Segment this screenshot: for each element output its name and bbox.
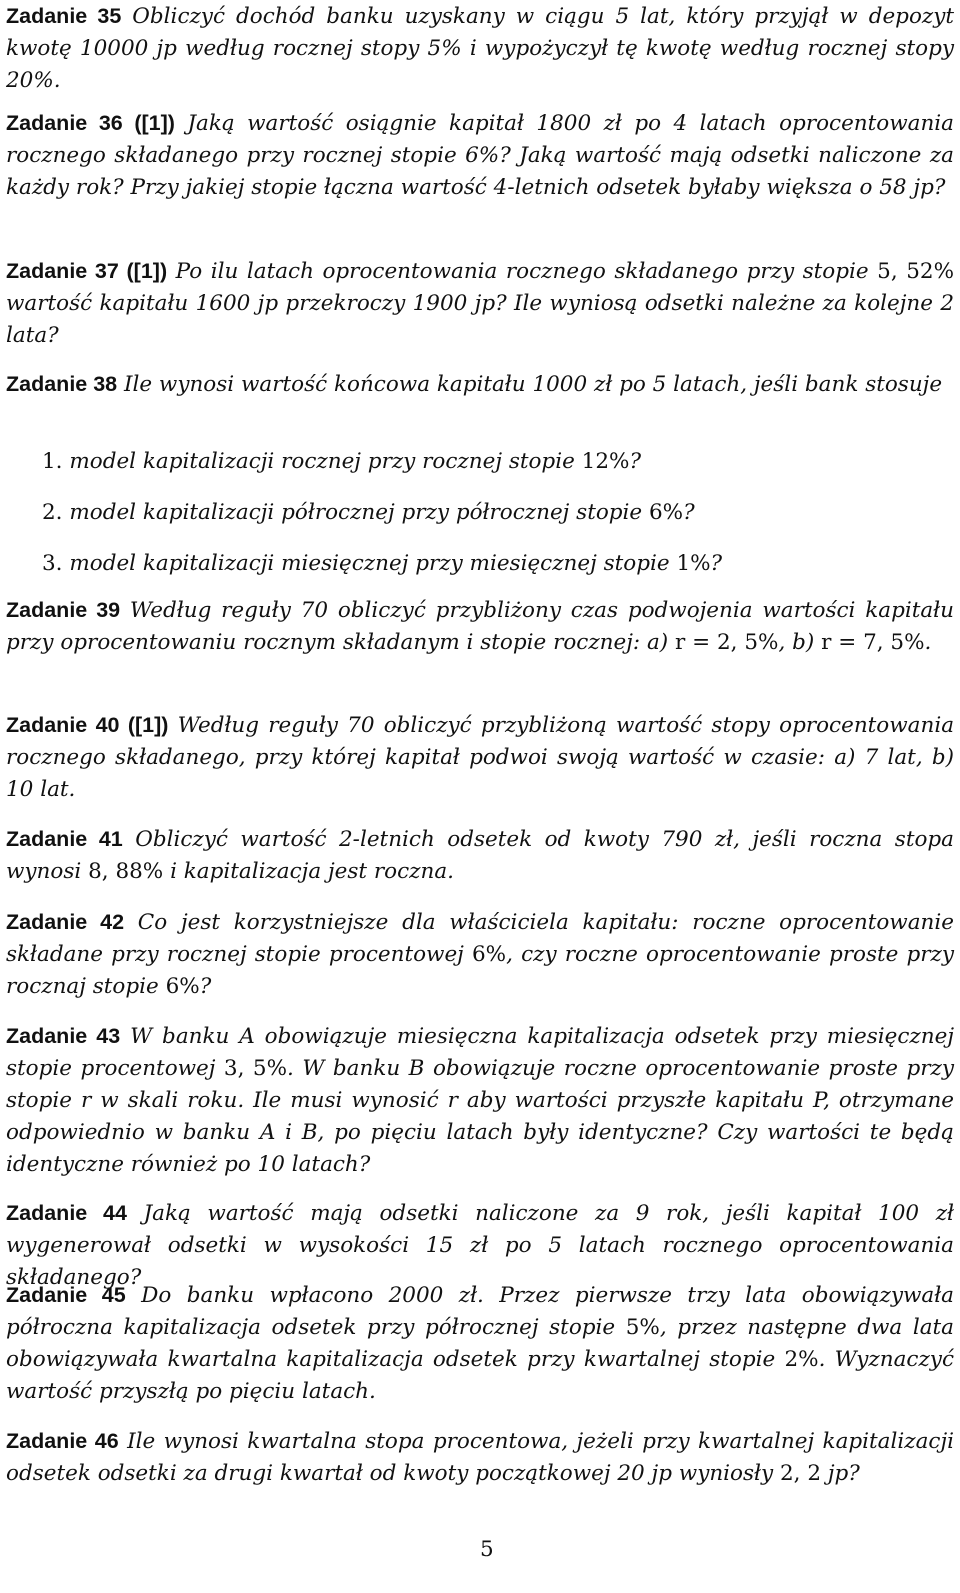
- task-math: r = 2, 5%: [675, 630, 779, 655]
- task-36: [6, 107, 954, 204]
- page-number: 5: [480, 1537, 494, 1562]
- list-number: 2.: [42, 500, 63, 525]
- task-math: 8, 88%: [88, 859, 164, 884]
- task-math: 5%: [625, 1315, 660, 1340]
- task-heading: Zadanie 43: [6, 1024, 121, 1048]
- task-heading: Zadanie 46: [6, 1429, 119, 1453]
- task-heading: Zadanie 37 ([1]): [6, 259, 168, 283]
- task-40: [6, 709, 954, 806]
- task-math: 6%: [472, 942, 507, 967]
- task-math: 3, 5%: [223, 1056, 288, 1081]
- task-42: [6, 906, 954, 1003]
- task-text: wartość kapitału 1600 jp przekroczy 1900 jp? Ile wyniosą odsetki należne za kolejne 2 lata?: [6, 291, 954, 348]
- task-text: Ile wynosi kwartalna stopa procentowa, jeżeli przy kwartalnej kapitalizacji odsetek odsetki za drugi kwartał od kwoty początkowej 20 jp wyniosły: [6, 1429, 954, 1486]
- list-text: ?: [629, 449, 641, 474]
- task-text: , czy roczne oprocentowanie proste przy rocznaj stopie: [6, 942, 955, 999]
- task-text: Jaką wartość mają odsetki naliczone za 9 rok, jeśli kapitał 100 zł wygenerował odsetki w wysokości 15 zł po 5 latach rocznego oprocentowania składanego?: [6, 1201, 954, 1290]
- task-text: Ile wynosi wartość końcowa kapitału 1000 zł po 5 latach, jeśli bank stosuje: [123, 372, 943, 397]
- list-text: model kapitalizacji półrocznej przy półrocznej stopie: [69, 500, 649, 525]
- list-text: model kapitalizacji rocznej przy rocznej stopie: [69, 449, 582, 474]
- task-text: . W banku B obowiązuje roczne oprocentowanie proste przy stopie r w skali roku. Ile musi wynosić r aby wartości przyszłe kapitału: [6, 1056, 955, 1113]
- task-math: 6%: [165, 974, 200, 999]
- task-math: P: [812, 1088, 824, 1113]
- task-heading: Zadanie 42: [6, 910, 125, 934]
- task-heading: Zadanie 39: [6, 598, 121, 622]
- task-heading: Zadanie 38: [6, 372, 118, 396]
- task-text: , przez następne dwa lata obowiązywała kwartalna kapitalizacja odsetek przy kwartalnej stopie: [6, 1315, 954, 1372]
- list-number: 3.: [42, 551, 63, 576]
- list-item: [42, 497, 942, 529]
- list-math: 1%: [676, 551, 711, 576]
- task-text: . Wyznaczyć wartość przyszłą po pięciu latach.: [6, 1347, 954, 1404]
- task-text: Co jest korzystniejsze dla właściciela kapitału: roczne oprocentowanie składane przy rocznej stopie procentowej: [6, 910, 954, 967]
- task-text: ?: [199, 974, 212, 999]
- task-text: i kapitalizacja jest roczna.: [163, 859, 454, 884]
- task-heading: Zadanie 41: [6, 827, 123, 851]
- list-math: 12%: [581, 449, 630, 474]
- task-text: .: [924, 630, 932, 655]
- task-text: Obliczyć wartość 2-letnich odsetek od kwoty 790 zł, jeśli roczna stopa wynosi: [6, 827, 954, 884]
- task-46: [6, 1425, 954, 1490]
- task-43: [6, 1020, 954, 1181]
- task-heading: Zadanie 45: [6, 1283, 126, 1307]
- task-heading: Zadanie 36 ([1]): [6, 111, 175, 135]
- task-text: , b): [778, 630, 822, 655]
- task-heading: Zadanie 35: [6, 4, 122, 28]
- task-35: [6, 0, 954, 97]
- list-text: ?: [710, 551, 723, 576]
- task-37: [6, 255, 954, 352]
- task-math: 5, 52%: [877, 259, 954, 284]
- list-item: [42, 446, 942, 478]
- task-text: , otrzymane odpowiednio w banku A i B, po pięciu latach były identyczne? Czy wartości te będą identyczne również po 10 latach?: [6, 1088, 955, 1177]
- task-math: 2, 2: [780, 1461, 822, 1486]
- task-heading: Zadanie 40 ([1]): [6, 713, 169, 737]
- task-41: [6, 823, 954, 888]
- task-38: [6, 368, 954, 401]
- task-text: Obliczyć dochód banku uzyskany w ciągu 5 lat, który przyjął w depozyt kwotę 10000 jp według rocznej stopy 5% i wypożyczył tę kwotę według rocznej stopy 20%.: [6, 4, 954, 93]
- task-math: r = 7, 5%: [821, 630, 925, 655]
- list-text: model kapitalizacji miesięcznej przy miesięcznej stopie: [69, 551, 677, 576]
- task-heading: Zadanie 44: [6, 1201, 127, 1225]
- list-number: 1.: [42, 449, 63, 474]
- task-text: jp?: [821, 1461, 860, 1486]
- task-text: W banku A obowiązuje miesięczna kapitalizacja odsetek przy miesięcznej stopie procentowej: [6, 1024, 954, 1081]
- task-text: Jaką wartość osiągnie kapitał 1800 zł po 4 latach oprocentowania rocznego składanego przy rocznej stopie 6%? Jaką wartość mają odsetki naliczone za każdy rok? Przy jakiej stopie łączna wartość 4-letnich odsetek byłaby większa o 58 jp?: [6, 111, 954, 200]
- task-text: Według reguły 70 obliczyć przybliżoną wartość stopy oprocentowania rocznego składanego, przy której kapitał podwoi swoją wartość w czasie: a) 7 lat, b) 10 lat.: [6, 713, 955, 802]
- list-math: 6%: [649, 500, 684, 525]
- list-item: [42, 548, 942, 580]
- task-text: Do banku wpłacono 2000 zł. Przez pierwsze trzy lata obowiązywała półroczna kapitalizacja odsetek przy półrocznej stopie: [6, 1283, 954, 1340]
- task-45: [6, 1279, 954, 1408]
- task-math: 2%: [784, 1347, 819, 1372]
- task-39: [6, 594, 954, 659]
- task-text: Według reguły 70 obliczyć przybliżony czas podwojenia wartości kapitału przy oprocentowaniu rocznym składanym i stopie rocznej: a): [6, 598, 954, 655]
- list-text: ?: [683, 500, 695, 525]
- task-text: Po ilu latach oprocentowania rocznego składanego przy stopie: [175, 259, 878, 284]
